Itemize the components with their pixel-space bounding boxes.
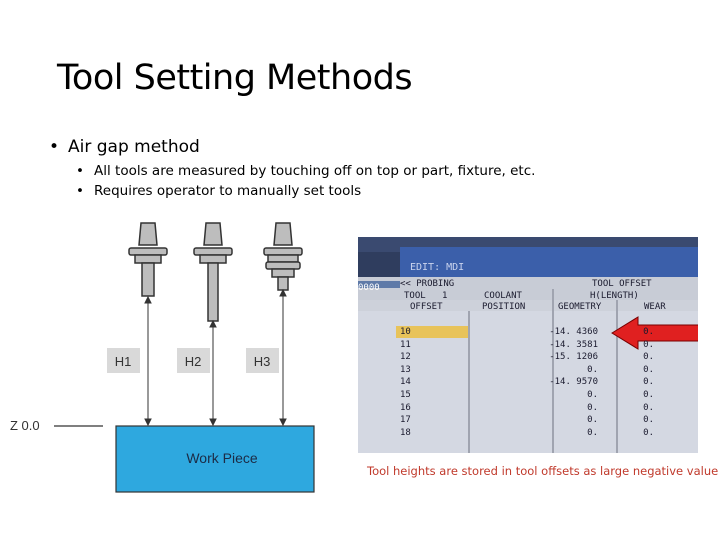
screen-mode: EDIT: MDI <box>410 262 465 273</box>
workpiece-label: Work Piece <box>186 450 258 466</box>
bullet-main-text: Air gap method <box>68 137 200 157</box>
bullet-list <box>48 137 535 199</box>
row-wear-value: 0. <box>643 327 654 337</box>
row-wear-value: 0. <box>643 377 654 388</box>
h-length-label: H(LENGTH) <box>590 291 639 301</box>
row-wear-value: 0. <box>643 390 654 400</box>
bullet-dot: • <box>76 163 84 179</box>
row-geometry-value: -14. 3581 <box>549 339 598 350</box>
col-wear: WEAR <box>644 302 666 312</box>
row-geometry-value: 0. <box>587 402 598 413</box>
tab-tool-offset: TOOL OFFSET <box>592 279 652 289</box>
screen-caption: Tool heights are stored in tool offsets as large negative value <box>367 464 719 478</box>
tool-holder-1-icon <box>129 223 167 296</box>
h1-label: H1 <box>114 354 132 369</box>
col-offset: OFFSET <box>410 302 443 312</box>
h2-label: H2 <box>184 354 202 369</box>
row-offset-number: 12 <box>400 352 411 363</box>
col-position: POSITION <box>482 302 526 312</box>
row-offset-number: 17 <box>400 415 411 426</box>
sub-bullet-2 <box>74 183 535 199</box>
row-wear-value: 0. <box>643 415 654 426</box>
row-geometry-value: -14. 9570 <box>549 377 598 388</box>
row-geometry-value: 0. <box>587 390 598 400</box>
sub-bullet-2-text: Requires operator to manually set tools <box>94 183 362 199</box>
row-wear-value: 0. <box>643 352 654 363</box>
sub-bullet-1 <box>74 163 535 179</box>
row-wear-value: 0. <box>643 364 654 375</box>
sub-bullet-1-text: All tools are measured by touching off on top or part, fixture, etc. <box>94 163 536 179</box>
cnc-offset-screen <box>358 237 698 453</box>
row-geometry-value: 0. <box>587 364 598 375</box>
slide-title: Tool Setting Methods <box>57 58 413 98</box>
row-offset-number: 11 <box>400 339 411 350</box>
col-geometry: GEOMETRY <box>558 302 602 312</box>
tool-height-diagram <box>0 215 320 495</box>
bullet-dot: • <box>48 137 60 157</box>
row-geometry-value: 0. <box>587 415 598 426</box>
h3-label: H3 <box>253 354 271 369</box>
row-wear-value: 0. <box>643 402 654 413</box>
row-offset-number: 10 <box>400 327 411 337</box>
row-offset-number: 14 <box>400 377 411 388</box>
tool-label: TOOL <box>404 291 426 301</box>
row-wear-value: 0. <box>643 339 654 350</box>
row-offset-number: 13 <box>400 364 411 375</box>
row-offset-number: 16 <box>400 402 411 413</box>
z-zero-label: Z 0.0 <box>10 418 40 433</box>
row-geometry-value: -14. 4360 <box>549 327 598 337</box>
row-offset-number: 18 <box>400 427 411 438</box>
coolant-label: COOLANT <box>484 291 522 301</box>
row-wear-value: 0. <box>643 427 654 438</box>
bullet-main <box>48 137 535 157</box>
bullet-dot: • <box>76 183 84 199</box>
screen-corner: 0000 <box>358 283 380 293</box>
row-geometry-value: 0. <box>587 427 598 438</box>
tool-number: 1 <box>442 291 448 301</box>
tool-holder-3-icon <box>264 223 302 290</box>
row-offset-number: 15 <box>400 390 411 400</box>
tab-probing: << PROBING <box>400 279 455 289</box>
tool-holder-2-icon <box>194 223 232 321</box>
row-geometry-value: -15. 1206 <box>549 352 598 363</box>
